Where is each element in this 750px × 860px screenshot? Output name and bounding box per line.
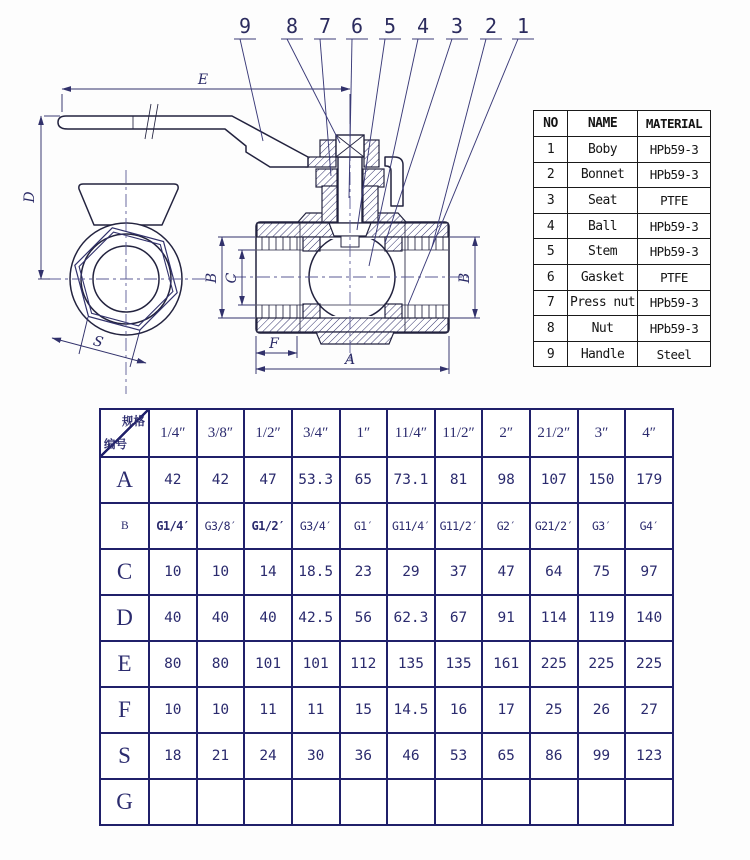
dimension-value: 225 bbox=[625, 641, 673, 687]
dimension-value: 47 bbox=[482, 549, 530, 595]
dimension-value: 119 bbox=[578, 595, 626, 641]
dimension-value: 17 bbox=[482, 687, 530, 733]
dim-label-C: C bbox=[224, 272, 240, 284]
corner-label-number: 编号 bbox=[104, 437, 127, 451]
part-row bbox=[534, 316, 711, 342]
row-label: G bbox=[100, 779, 149, 825]
dimension-value: 99 bbox=[578, 733, 626, 779]
part-name: Gasket bbox=[568, 264, 638, 290]
dimension-value: 135 bbox=[387, 641, 435, 687]
dimension-value: 25 bbox=[530, 687, 578, 733]
dimension-value: 14.5 bbox=[387, 687, 435, 733]
dimension-row-A bbox=[100, 457, 673, 503]
dimension-value bbox=[292, 779, 340, 825]
bottom-boss bbox=[316, 332, 394, 344]
dimension-value: G21/2′ bbox=[530, 503, 578, 549]
dimension-value: 225 bbox=[578, 641, 626, 687]
dimension-value: G1/2′ bbox=[244, 503, 292, 549]
dimension-value: 73.1 bbox=[387, 457, 435, 503]
part-no: 1 bbox=[534, 137, 568, 163]
size-header: 3/8″ bbox=[197, 409, 245, 457]
dimension-value: G1′ bbox=[340, 503, 388, 549]
part-material: PTFE bbox=[638, 264, 711, 290]
dimension-row-G bbox=[100, 779, 673, 825]
dimension-value: 225 bbox=[530, 641, 578, 687]
size-header: 1/2″ bbox=[244, 409, 292, 457]
dimension-value: G3′ bbox=[578, 503, 626, 549]
dimension-value: 18.5 bbox=[292, 549, 340, 595]
row-label: D bbox=[100, 595, 149, 641]
dimension-value: 46 bbox=[387, 733, 435, 779]
part-row bbox=[534, 137, 711, 163]
seat-left-bottom bbox=[303, 304, 320, 318]
size-header: 3/4″ bbox=[292, 409, 340, 457]
dimension-row-S bbox=[100, 733, 673, 779]
dimension-value: 23 bbox=[340, 549, 388, 595]
part-no: 3 bbox=[534, 188, 568, 214]
dimension-value: 91 bbox=[482, 595, 530, 641]
callout-leader-line bbox=[432, 39, 486, 247]
size-header: 4″ bbox=[625, 409, 673, 457]
dimension-value: 114 bbox=[530, 595, 578, 641]
dimension-value: 11 bbox=[244, 687, 292, 733]
part-no: 2 bbox=[534, 162, 568, 188]
dimension-value: 10 bbox=[197, 549, 245, 595]
dimension-value: 29 bbox=[387, 549, 435, 595]
callout-leader-line bbox=[287, 39, 340, 143]
callout-number-9: 9 bbox=[238, 14, 252, 38]
part-material: HPb59-3 bbox=[638, 213, 711, 239]
callout-number-7: 7 bbox=[318, 14, 332, 38]
dim-label-A: A bbox=[344, 352, 356, 368]
part-material: HPb59-3 bbox=[638, 162, 711, 188]
dimension-value: 24 bbox=[244, 733, 292, 779]
part-name: Seat bbox=[568, 188, 638, 214]
row-label: C bbox=[100, 549, 149, 595]
dimension-value: 86 bbox=[530, 733, 578, 779]
dim-label-B-right: B bbox=[457, 272, 473, 284]
dimension-value: 11 bbox=[292, 687, 340, 733]
dim-label-S: S bbox=[91, 333, 105, 352]
part-no: 7 bbox=[534, 290, 568, 316]
size-header: 11/4″ bbox=[387, 409, 435, 457]
dimension-value: 101 bbox=[244, 641, 292, 687]
dimension-value bbox=[435, 779, 483, 825]
dimension-value: G2′ bbox=[482, 503, 530, 549]
part-material: Steel bbox=[638, 341, 711, 367]
dimension-value: 40 bbox=[149, 595, 197, 641]
dimension-value: 112 bbox=[340, 641, 388, 687]
size-header: 21/2″ bbox=[530, 409, 578, 457]
dimension-value: 14 bbox=[244, 549, 292, 595]
part-material: PTFE bbox=[638, 188, 711, 214]
callout-number-1: 1 bbox=[516, 14, 530, 38]
part-name: Press nut bbox=[568, 290, 638, 316]
dimension-value: 30 bbox=[292, 733, 340, 779]
seat-right-top bbox=[385, 237, 402, 251]
dimension-value: 65 bbox=[340, 457, 388, 503]
part-no: 6 bbox=[534, 264, 568, 290]
dimension-value bbox=[244, 779, 292, 825]
handle-plate bbox=[306, 157, 336, 167]
parts-list-table bbox=[533, 110, 711, 367]
dimension-value bbox=[387, 779, 435, 825]
dim-label-E: E bbox=[197, 72, 209, 88]
parts-header-material: MATERIAL bbox=[638, 111, 711, 137]
part-name: Bonnet bbox=[568, 162, 638, 188]
parts-header-name: NAME bbox=[568, 111, 638, 137]
part-row bbox=[534, 162, 711, 188]
dim-label-D: D bbox=[22, 191, 38, 203]
size-header: 11/2″ bbox=[435, 409, 483, 457]
dimension-value: G11/4′ bbox=[387, 503, 435, 549]
part-row bbox=[534, 264, 711, 290]
front-neck bbox=[79, 184, 178, 225]
callout-number-6: 6 bbox=[350, 14, 364, 38]
dimension-value: 64 bbox=[530, 549, 578, 595]
press-nut-left bbox=[316, 169, 337, 187]
dimension-value: 40 bbox=[244, 595, 292, 641]
row-label: B bbox=[100, 503, 149, 549]
dimension-value: 67 bbox=[435, 595, 483, 641]
parts-header-row bbox=[534, 111, 711, 137]
dimension-value: 80 bbox=[197, 641, 245, 687]
dimension-row-D bbox=[100, 595, 673, 641]
dimension-value: 98 bbox=[482, 457, 530, 503]
dimension-value: 101 bbox=[292, 641, 340, 687]
dimension-value: 10 bbox=[149, 549, 197, 595]
dimensions-header-row bbox=[100, 409, 673, 457]
row-label: F bbox=[100, 687, 149, 733]
callout-leader-line bbox=[408, 39, 518, 305]
callout-leader-line bbox=[385, 39, 452, 243]
dimension-value bbox=[578, 779, 626, 825]
callout-number-2: 2 bbox=[484, 14, 498, 38]
corner-label-spec: 规格 bbox=[122, 414, 145, 428]
part-row bbox=[534, 188, 711, 214]
part-no: 5 bbox=[534, 239, 568, 265]
dimension-value: G1/4′ bbox=[149, 503, 197, 549]
part-material: HPb59-3 bbox=[638, 316, 711, 342]
dimension-row-B bbox=[100, 503, 673, 549]
dimension-value: 56 bbox=[340, 595, 388, 641]
callout-number-3: 3 bbox=[450, 14, 464, 38]
part-name: Ball bbox=[568, 213, 638, 239]
part-material: HPb59-3 bbox=[638, 239, 711, 265]
part-no: 9 bbox=[534, 341, 568, 367]
dimension-value: 10 bbox=[197, 687, 245, 733]
dimension-value: 40 bbox=[197, 595, 245, 641]
dimension-value: 161 bbox=[482, 641, 530, 687]
dimension-value: 75 bbox=[578, 549, 626, 595]
dimension-value: G4′ bbox=[625, 503, 673, 549]
dimension-row-C bbox=[100, 549, 673, 595]
dimensions-table bbox=[99, 408, 674, 826]
dimension-value: 18 bbox=[149, 733, 197, 779]
dimension-value: 42.5 bbox=[292, 595, 340, 641]
dimension-value: 179 bbox=[625, 457, 673, 503]
part-name: Stem bbox=[568, 239, 638, 265]
size-header: 3″ bbox=[578, 409, 626, 457]
dimension-value: 16 bbox=[435, 687, 483, 733]
press-nut-right bbox=[363, 169, 384, 187]
dimension-value: 97 bbox=[625, 549, 673, 595]
seat-right-bottom bbox=[385, 304, 402, 318]
dimension-value: G3/4′ bbox=[292, 503, 340, 549]
dimension-value: 150 bbox=[578, 457, 626, 503]
seat-left-top bbox=[303, 237, 320, 251]
size-header: 2″ bbox=[482, 409, 530, 457]
size-header: 1″ bbox=[340, 409, 388, 457]
dimension-row-F bbox=[100, 687, 673, 733]
part-row bbox=[534, 290, 711, 316]
part-name: Nut bbox=[568, 316, 638, 342]
dimension-value: 36 bbox=[340, 733, 388, 779]
size-header: 1/4″ bbox=[149, 409, 197, 457]
dimension-value: 107 bbox=[530, 457, 578, 503]
callout-number-4: 4 bbox=[416, 14, 430, 38]
dimension-value: G11/2′ bbox=[435, 503, 483, 549]
dimension-value: 135 bbox=[435, 641, 483, 687]
dimension-value: 140 bbox=[625, 595, 673, 641]
callout-number-8: 8 bbox=[285, 14, 299, 38]
dimension-value: G3/8′ bbox=[197, 503, 245, 549]
dimension-value: 42 bbox=[149, 457, 197, 503]
callout-number-5: 5 bbox=[383, 14, 397, 38]
row-label: A bbox=[100, 457, 149, 503]
dimension-value bbox=[625, 779, 673, 825]
dimension-value bbox=[482, 779, 530, 825]
part-name: Boby bbox=[568, 137, 638, 163]
dimension-value: 123 bbox=[625, 733, 673, 779]
dimension-value: 81 bbox=[435, 457, 483, 503]
dimension-value: 47 bbox=[244, 457, 292, 503]
dimension-value: 53.3 bbox=[292, 457, 340, 503]
dimension-value bbox=[197, 779, 245, 825]
parts-header-no: NO bbox=[534, 111, 568, 137]
dimension-value: 21 bbox=[197, 733, 245, 779]
spec-number-corner-cell bbox=[100, 409, 149, 457]
part-no: 4 bbox=[534, 213, 568, 239]
dimension-value: 10 bbox=[149, 687, 197, 733]
dimension-value bbox=[530, 779, 578, 825]
dimension-value: 62.3 bbox=[387, 595, 435, 641]
part-row bbox=[534, 213, 711, 239]
dimension-value: 42 bbox=[197, 457, 245, 503]
dimension-value: 27 bbox=[625, 687, 673, 733]
row-label: S bbox=[100, 733, 149, 779]
dimension-row-E bbox=[100, 641, 673, 687]
part-no: 8 bbox=[534, 316, 568, 342]
part-row bbox=[534, 341, 711, 367]
dimension-value bbox=[149, 779, 197, 825]
handle-lever bbox=[58, 104, 308, 167]
dim-label-F: F bbox=[269, 336, 279, 352]
dimension-value: 37 bbox=[435, 549, 483, 595]
dimension-value bbox=[340, 779, 388, 825]
dimension-value: 26 bbox=[578, 687, 626, 733]
dimension-value: 53 bbox=[435, 733, 483, 779]
part-material: HPb59-3 bbox=[638, 137, 711, 163]
part-material: HPb59-3 bbox=[638, 290, 711, 316]
row-label: E bbox=[100, 641, 149, 687]
part-name: Handle bbox=[568, 341, 638, 367]
dimension-value: 80 bbox=[149, 641, 197, 687]
dim-label-B-left: B bbox=[204, 272, 220, 284]
dimension-value: 15 bbox=[340, 687, 388, 733]
part-row bbox=[534, 239, 711, 265]
dimension-value: 65 bbox=[482, 733, 530, 779]
